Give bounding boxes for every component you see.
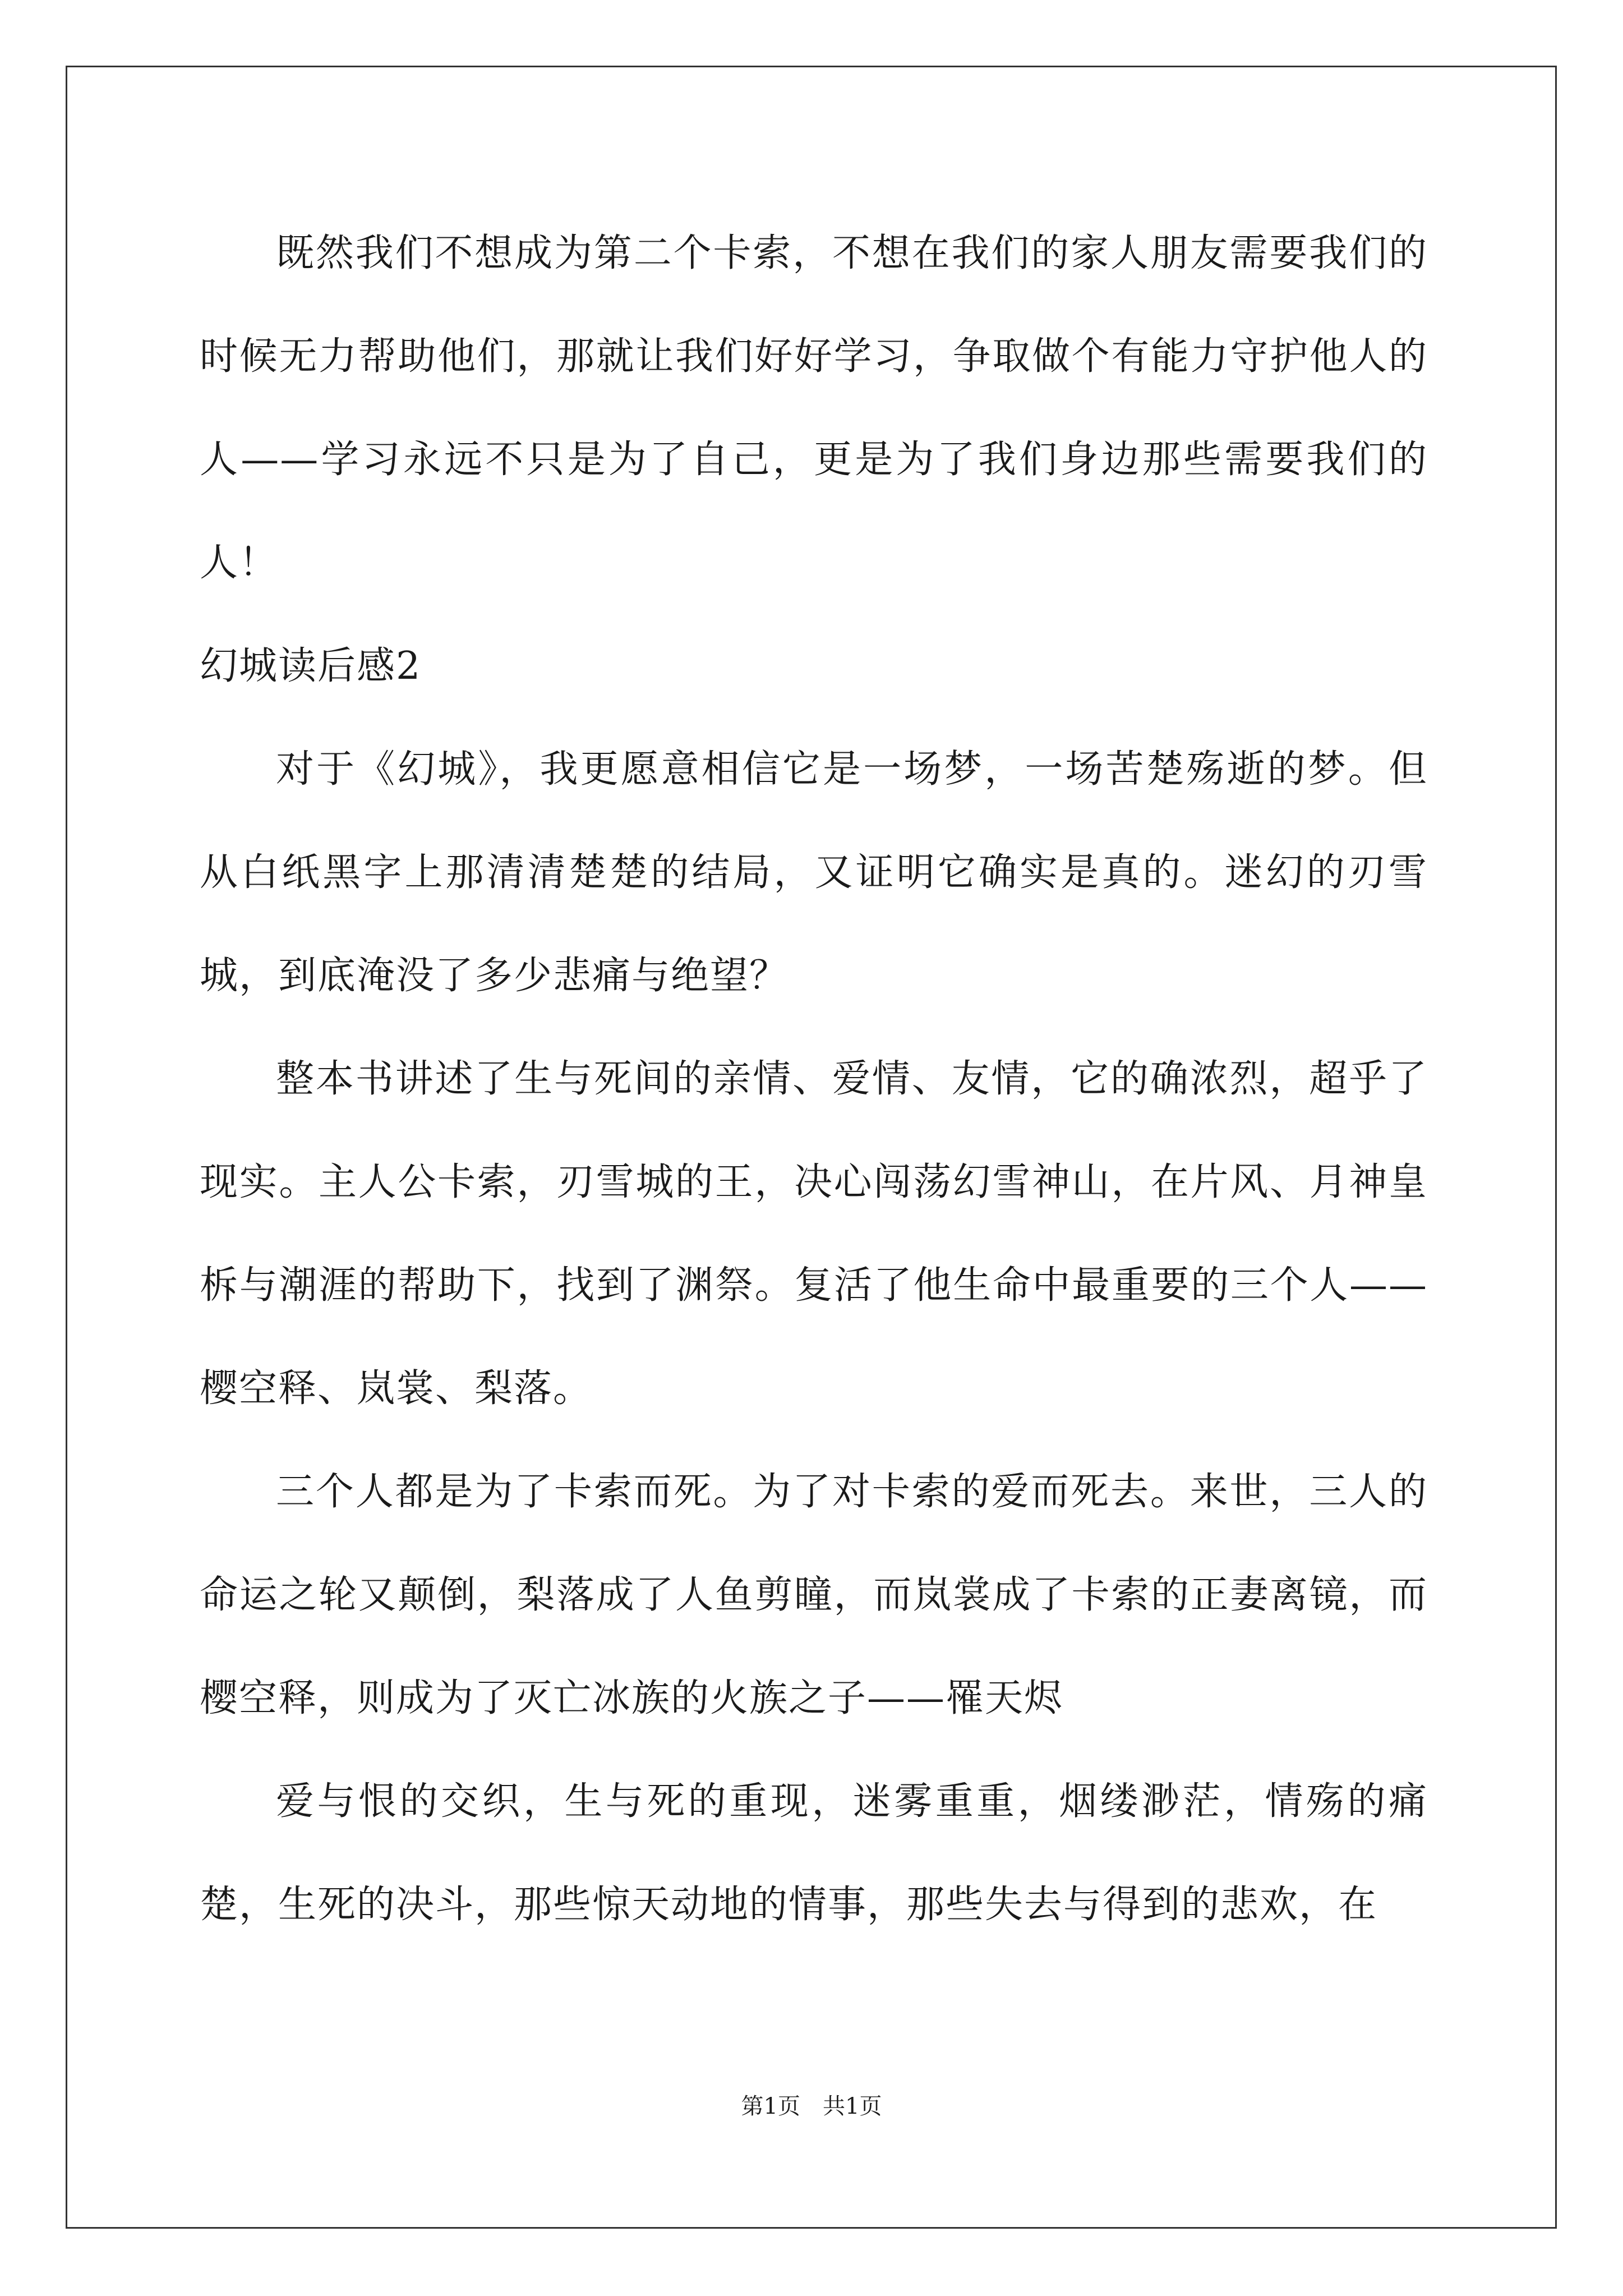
- page-footer: [0, 2090, 1623, 2123]
- page-total: 共1页: [823, 2093, 882, 2119]
- document-body: [200, 202, 1428, 1957]
- paragraph-2: 对于《幻城》，我更愿意相信它是一场梦，一场苦楚殇逝的梦。但从白纸黑字上那清清楚楚的结局，又证明它确实是真的。迷幻的刃雪城，到底淹没了多少悲痛与绝望？: [200, 747, 1428, 998]
- page-number: 第1页: [741, 2093, 800, 2119]
- paragraph-1: 既然我们不想成为第二个卡索，不想在我们的家人朋友需要我们的时候无力帮助他们，那就让我们好好学习，争取做个有能力守护他人的人——学习永远不只是为了自己，更是为了我们身边那些需要我们的人！: [200, 231, 1428, 585]
- section-heading: 幻城读后感2: [200, 644, 422, 688]
- paragraph-3: 整本书讲述了生与死间的亲情、爱情、友情，它的确浓烈，超乎了现实。主人公卡索，刃雪城的王，决心闯荡幻雪神山，在片风、月神皇柝与潮涯的帮助下，找到了渊祭。复活了他生命中最重要的三个人——樱空释、岚裳、梨落。: [200, 1057, 1428, 1411]
- paragraph-4: 三个人都是为了卡索而死。为了对卡索的爱而死去。来世，三人的命运之轮又颠倒，梨落成了人鱼剪瞳，而岚裳成了卡索的正妻离镜，而樱空释，则成为了灭亡冰族的火族之子——罹天烬: [200, 1470, 1428, 1720]
- paragraph-5: 爱与恨的交织，生与死的重现，迷雾重重，烟缕渺茫，情殇的痛楚，生死的决斗，那些惊天动地的情事，那些失去与得到的悲欢，在: [200, 1779, 1428, 1927]
